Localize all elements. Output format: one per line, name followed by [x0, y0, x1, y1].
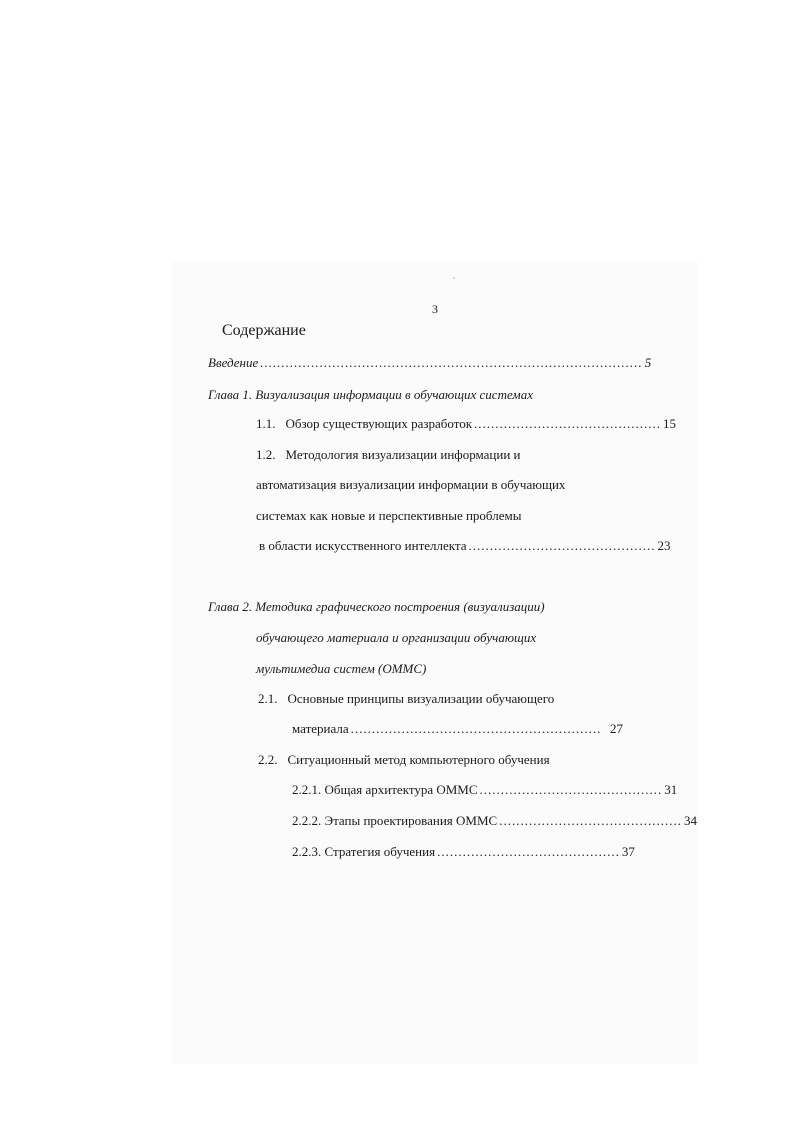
toc-entry-2-2[interactable] [258, 752, 550, 768]
toc-leader-dots: ............................................ [474, 416, 662, 431]
page-number: 3 [432, 302, 438, 316]
toc-entry-2-1-line-2[interactable] [292, 721, 623, 737]
toc-entry-2-2-1[interactable] [292, 782, 678, 798]
toc-entry-2-2-2[interactable] [292, 813, 697, 829]
toc-entry-title: 2.2.3. Стратегия обучения [292, 844, 436, 859]
toc-chapter-2-title-line-2: обучающего материала и организации обучающих [256, 630, 537, 645]
toc-page-number: 5 [644, 355, 652, 370]
toc-entry-title: 2.2.1. Общая архитектура ОММС [292, 782, 478, 797]
toc-leader-dots: ........................................................... [350, 721, 602, 736]
toc-entry-title: Основные принципы визуализации обучающего [287, 691, 555, 706]
toc-heading: Содержание [222, 322, 306, 339]
toc-entry-1-2-line-1[interactable] [256, 447, 521, 463]
toc-page-number: 31 [664, 782, 678, 797]
toc-section-number: 1.2. [256, 447, 276, 462]
toc-entry-title: Введение [208, 355, 259, 370]
toc-leader-dots: .......................................................................................... [260, 355, 643, 370]
toc-section-number: 2.1. [258, 691, 278, 706]
toc-entry-title: Методология визуализации информации и [285, 447, 521, 462]
toc-page-number: 37 [621, 844, 635, 859]
toc-leader-dots: ........................................... [479, 782, 663, 797]
toc-page-number: 27 [610, 721, 623, 736]
toc-leader-dots: ........................................... [499, 813, 682, 828]
toc-section-number: 1.1. [256, 416, 276, 431]
toc-page-number: 15 [663, 416, 677, 431]
toc-page-number: 34 [683, 813, 697, 828]
toc-entry-1-2-line-4[interactable] [259, 538, 671, 554]
toc-leader-dots: ............................................ [468, 538, 656, 553]
toc-chapter-2-title-line-3: мультимедиа систем (ОММС) [256, 661, 427, 676]
toc-page-number: 23 [657, 538, 671, 553]
toc-entry-2-2-3[interactable] [292, 844, 635, 860]
toc-entry-title: Ситуационный метод компьютерного обучения [287, 752, 550, 767]
toc-entry-title: Обзор существующих разработок [285, 416, 473, 431]
scanned-sheet [172, 262, 698, 1064]
toc-chapter-1-title[interactable]: Глава 1. Визуализация информации в обучающих системах [208, 387, 533, 402]
toc-entry-1-2-line-2: автоматизация визуализации информации в обучающих [256, 477, 566, 492]
toc-entry-title: материала [292, 721, 349, 736]
scan-speck [453, 277, 455, 279]
toc-entry-title: в области искусственного интеллекта [259, 538, 467, 553]
toc-chapter-2-title-line-1[interactable]: Глава 2. Методика графического построения (визуализации) [208, 599, 545, 614]
toc-leader-dots: ........................................... [437, 844, 620, 859]
toc-entry-1-2-line-3: системах как новые и перспективные проблемы [256, 508, 522, 523]
toc-section-number: 2.2. [258, 752, 278, 767]
toc-entry-intro[interactable] [208, 355, 652, 371]
toc-entry-1-1[interactable] [256, 416, 677, 432]
toc-entry-title: 2.2.2. Этапы проектирования ОММС [292, 813, 498, 828]
toc-entry-2-1-line-1[interactable] [258, 691, 554, 707]
